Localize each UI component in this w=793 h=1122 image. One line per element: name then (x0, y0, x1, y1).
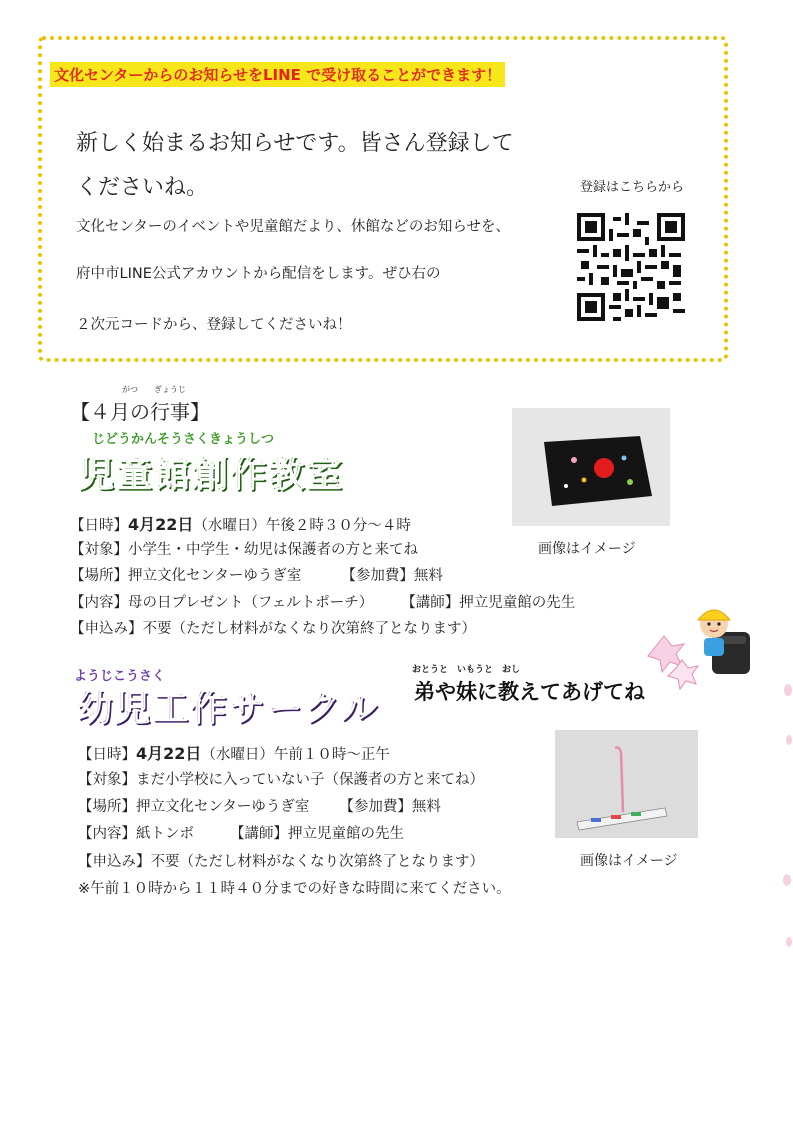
event1-date-value: 4月22日 (128, 515, 194, 534)
event2-place-label: 【場所】 (78, 799, 136, 815)
event1-fee-label: 【参加費】 (341, 568, 414, 584)
event2-content-label: 【内容】 (78, 826, 136, 842)
event2-target-value: まだ小学校に入っていない子（保護者の方と来てね） (136, 772, 484, 788)
event2-date-value: 4月22日 (136, 744, 202, 763)
event1-date-rest: （水曜日）午後２時３０分～４時 (193, 518, 411, 534)
event2-tagline-ruby: おとうと いもうと おし (412, 665, 521, 675)
event2-note: ※午前１０時から１１時４０分までの好きな時間に来てください。 (78, 881, 511, 897)
event1-place-label: 【場所】 (70, 568, 128, 584)
event1-content-value: 母の日プレゼント（フェルトポーチ） (128, 595, 374, 611)
event2-date-row (78, 741, 390, 764)
child-with-backpack-icon (636, 598, 756, 702)
qr-caption: 登録はこちらから (580, 180, 685, 195)
event2-place-row (78, 795, 441, 816)
event1-target-row (70, 538, 418, 559)
qr-code-icon[interactable] (577, 212, 685, 322)
event1-date-label: 【日時】 (70, 518, 128, 534)
line-notice-banner: 文化センターからのお知らせをLINE で受け取ることができます！ (50, 62, 505, 87)
event1-fee-value: 無料 (413, 568, 443, 584)
event2-apply-label: 【申込み】 (78, 854, 151, 870)
event2-content-row (78, 822, 404, 843)
paper-dragonfly-icon (555, 730, 698, 838)
notice-intro-line1: 新しく始まるお知らせです。皆さん登録して (76, 131, 514, 156)
event2-tagline: 弟や妹に教えてあげてね (414, 680, 645, 704)
event2-title: 幼児工作サークル (76, 688, 379, 729)
event1-teacher-label: 【講師】 (401, 595, 460, 611)
event1-place-value: 押立文化センターゆうぎ室 (128, 568, 302, 584)
event1-teacher-value: 押立児童館の先生 (459, 595, 576, 611)
event1-apply-row (70, 617, 476, 638)
pouch-photo (512, 408, 670, 526)
event2-target-label: 【対象】 (78, 772, 136, 788)
notice-body-line1: 文化センターのイベントや児童館だより、休館などのお知らせを、 (76, 219, 510, 235)
event1-target-label: 【対象】 (70, 542, 128, 558)
event2-content-value: 紙トンボ (136, 826, 194, 842)
notice-body-line2: 府中市LINE公式アカウントから配信をします。ぜひ右の (76, 266, 441, 282)
event2-fee-label: 【参加費】 (339, 799, 412, 815)
event2-teacher-label: 【講師】 (230, 826, 288, 842)
event2-fee-value: 無料 (411, 799, 441, 815)
event1-content-row (70, 591, 575, 612)
event1-apply-value: 不要（ただし材料がなくなり次第終了となります） (142, 621, 476, 637)
notice-body-line3: ２次元コードから、登録してくださいね！ (76, 317, 352, 333)
event1-target-value: 小学生・中学生・幼児は保護者の方と来てね (128, 542, 418, 558)
event2-teacher-value: 押立児童館の先生 (288, 826, 404, 842)
april-heading: 【４月の行事】 (70, 400, 210, 424)
event1-content-label: 【内容】 (70, 595, 128, 611)
event1-apply-label: 【申込み】 (70, 621, 143, 637)
petal-decoration-icon (780, 680, 793, 950)
event2-title-ruby: ようじこうさく (74, 669, 166, 684)
felt-pouch-icon (512, 408, 670, 526)
event2-date-rest: （水曜日）午前１０時～正午 (201, 747, 390, 763)
event1-title-ruby: じどうかんそうさくきょうしつ (92, 432, 275, 447)
event2-image-caption: 画像はイメージ (580, 853, 678, 869)
notice-intro-line2: くださいね。 (76, 175, 209, 200)
event2-apply-value: 不要（ただし材料がなくなり次第終了となります） (150, 854, 484, 870)
event1-date-row (70, 512, 411, 535)
event1-place-row (70, 564, 443, 585)
paper-dragonfly-photo (555, 730, 698, 838)
event1-title: 児童館創作教室 (78, 454, 345, 495)
event2-date-label: 【日時】 (78, 747, 136, 763)
event1-image-caption: 画像はイメージ (538, 541, 636, 557)
event2-target-row (78, 768, 484, 789)
april-heading-ruby: がつ ぎょうじ (122, 385, 186, 394)
event2-place-value: 押立文化センターゆうぎ室 (136, 799, 310, 815)
event2-apply-row (78, 850, 484, 871)
